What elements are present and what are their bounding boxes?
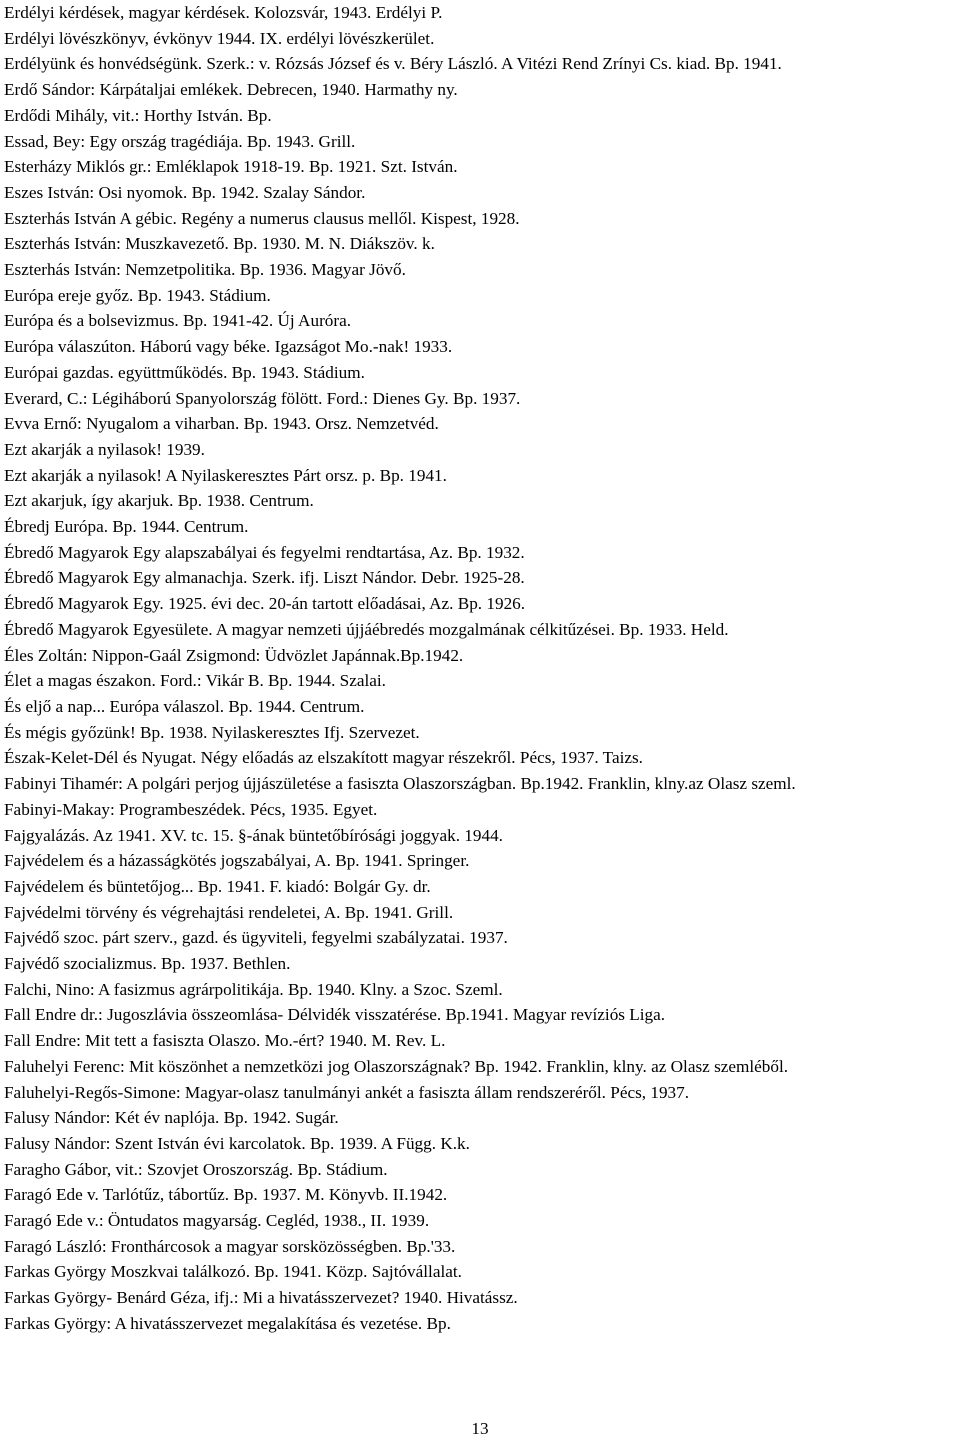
bibliography-entry: Ébredj Európa. Bp. 1944. Centrum.: [4, 517, 249, 537]
bibliography-entry: Eszes István: Osi nyomok. Bp. 1942. Szalay Sándor.: [4, 182, 366, 202]
bibliography-entry: Ébredő Magyarok Egy. 1925. évi dec. 20-án tartott előadásai, Az. Bp. 1926.: [4, 594, 526, 614]
bibliography-entry: Falchi, Nino: A fasizmus agrárpolitikája. Bp. 1940. Klny. a Szoc. Szeml.: [4, 979, 503, 999]
bibliography-entry: Everard, C.: Légiháború Spanyolország fölött. Ford.: Dienes Gy. Bp. 1937.: [4, 388, 521, 408]
bibliography-entry: Eszterhás István A gébic. Regény a numerus clausus mellől. Kispest, 1928.: [4, 208, 520, 228]
document-page: [4, 0, 902, 1337]
bibliography-entry: Esterházy Miklós gr.: Emléklapok 1918-19. Bp. 1921. Szt. István.: [4, 157, 458, 177]
bibliography-entry: Evva Ernő: Nyugalom a viharban. Bp. 1943. Orsz. Nemzetvéd.: [4, 414, 439, 434]
bibliography-entry: Erdélyünk és honvédségünk. Szerk.: v. Rózsás József és v. Béry László. A Vitézi Rend Zrínyi Cs. kiad. Bp. 1941.: [4, 54, 782, 74]
bibliography-entry: Faluhelyi-Regős-Simone: Magyar-olasz tanulmányi ankét a fasiszta állam rendszeréről. Pécs, 1937.: [4, 1082, 690, 1102]
bibliography-entry: Faragó Ede v. Tarlótűz, tábortűz. Bp. 1937. M. Könyvb. II.1942.: [4, 1185, 448, 1205]
bibliography-entry: Ébredő Magyarok Egy alapszabályai és fegyelmi rendtartása, Az. Bp. 1932.: [4, 542, 525, 562]
bibliography-entry: És eljő a nap... Európa válaszol. Bp. 1944. Centrum.: [4, 696, 365, 716]
bibliography-entry: Fall Endre: Mit tett a fasiszta Olaszo. Mo.-ért? 1940. M. Rev. L.: [4, 1031, 446, 1051]
bibliography-entry: Fajvédő szoc. párt szerv., gazd. és ügyviteli, fegyelmi szabályzatai. 1937.: [4, 928, 508, 948]
bibliography-entry: Ezt akarják a nyilasok! 1939.: [4, 439, 205, 459]
bibliography-entry: Farkas György- Benárd Géza, ifj.: Mi a hivatásszervezet? 1940. Hivatássz.: [4, 1288, 518, 1308]
bibliography-entry: Fajgyalázás. Az 1941. XV. tc. 15. §-ának büntetőbírósági joggyak. 1944.: [4, 825, 503, 845]
bibliography-entry: Fajvédelem és büntetőjog... Bp. 1941. F. kiadó: Bolgár Gy. dr.: [4, 876, 431, 896]
bibliography-entry: Faragó Ede v.: Öntudatos magyarság. Cegléd, 1938., II. 1939.: [4, 1211, 430, 1231]
bibliography-entry: Ébredő Magyarok Egyesülete. A magyar nemzeti újjáébredés mozgalmának célkitűzései. Bp. 1933. Held.: [4, 619, 729, 639]
bibliography-entry: Erdő Sándor: Kárpátaljai emlékek. Debrecen, 1940. Harmathy ny.: [4, 80, 458, 100]
bibliography-entry: Erdélyi kérdések, magyar kérdések. Kolozsvár, 1943. Erdélyi P.: [4, 3, 443, 22]
bibliography-entry: Faluhelyi Ferenc: Mit köszönhet a nemzetközi jog Olaszországnak? Bp. 1942. Franklin, klny. az Olasz szemléből.: [4, 1056, 789, 1076]
bibliography-entry: Európai gazdas. együttműködés. Bp. 1943. Stádium.: [4, 362, 365, 382]
page-number: 13: [471, 1419, 489, 1438]
bibliography-entry: Eszterhás István: Muszkavezető. Bp. 1930. M. N. Diákszöv. k.: [4, 234, 435, 254]
bibliography-entry: És mégis győzünk! Bp. 1938. Nyilaskeresztes Ifj. Szervezet.: [4, 722, 420, 742]
bibliography-entry: Falusy Nándor: Szent István évi karcolatok. Bp. 1939. A Függ. K.k.: [4, 1133, 470, 1153]
bibliography-entry: Erdélyi lövészkönyv, évkönyv 1944. IX. erdélyi lövészkerület.: [4, 28, 435, 48]
bibliography-entry: Fajvédelem és a házasságkötés jogszabályai, A. Bp. 1941. Springer.: [4, 851, 470, 871]
bibliography-entry: Észak-Kelet-Dél és Nyugat. Négy előadás az elszakított magyar részekről. Pécs, 1937. Taizs.: [4, 748, 643, 768]
bibliography-entry: Fabinyi Tihamér: A polgári perjog újjászületése a fasiszta Olaszországban. Bp.1942. Franklin, klny.az Olasz szeml.: [4, 774, 796, 794]
bibliography-entry: Faragó László: Fronthárcosok a magyar sorsközösségben. Bp.'33.: [4, 1236, 456, 1256]
bibliography-entry: Falusy Nándor: Két év naplója. Bp. 1942. Sugár.: [4, 1108, 339, 1128]
bibliography-entry: Élet a magas északon. Ford.: Vikár B. Bp. 1944. Szalai.: [4, 671, 386, 691]
bibliography-entry: Európa ereje győz. Bp. 1943. Stádium.: [4, 285, 271, 305]
bibliography-entry: Faragho Gábor, vit.: Szovjet Oroszország. Bp. Stádium.: [4, 1159, 388, 1179]
bibliography-entry: Fajvédő szocializmus. Bp. 1937. Bethlen.: [4, 954, 291, 974]
bibliography-entry: Ezt akarjuk, így akarjuk. Bp. 1938. Centrum.: [4, 491, 314, 511]
bibliography-entry: Ébredő Magyarok Egy almanachja. Szerk. ifj. Liszt Nándor. Debr. 1925-28.: [4, 568, 525, 588]
bibliography-entry: Fall Endre dr.: Jugoszlávia összeomlása- Délvidék visszatérése. Bp.1941. Magyar revíziós Liga.: [4, 1005, 666, 1025]
bibliography-entry: Erdődi Mihály, vit.: Horthy István. Bp.: [4, 105, 272, 125]
bibliography-entry: Farkas György Moszkvai találkozó. Bp. 1941. Közp. Sajtóvállalat.: [4, 1262, 462, 1282]
bibliography-entry: Essad, Bey: Egy ország tragédiája. Bp. 1943. Grill.: [4, 131, 356, 151]
bibliography-entry: Európa válaszúton. Háború vagy béke. Igazságot Mo.-nak! 1933.: [4, 337, 453, 357]
bibliography-entry: Eszterhás István: Nemzetpolitika. Bp. 1936. Magyar Jövő.: [4, 260, 406, 280]
bibliography-entry: Fabinyi-Makay: Programbeszédek. Pécs, 1935. Egyet.: [4, 799, 378, 819]
bibliography-entry: Farkas György: A hivatásszervezet megalakítása és vezetése. Bp.: [4, 1313, 451, 1333]
bibliography-entry: Ezt akarják a nyilasok! A Nyilaskeresztes Párt orsz. p. Bp. 1941.: [4, 465, 447, 485]
bibliography-entry: Éles Zoltán: Nippon-Gaál Zsigmond: Üdvözlet Japánnak.Bp.1942.: [4, 645, 464, 665]
bibliography-entry: Fajvédelmi törvény és végrehajtási rendeletei, A. Bp. 1941. Grill.: [4, 902, 454, 922]
bibliography-entry: Európa és a bolsevizmus. Bp. 1941-42. Új Auróra.: [4, 311, 352, 331]
